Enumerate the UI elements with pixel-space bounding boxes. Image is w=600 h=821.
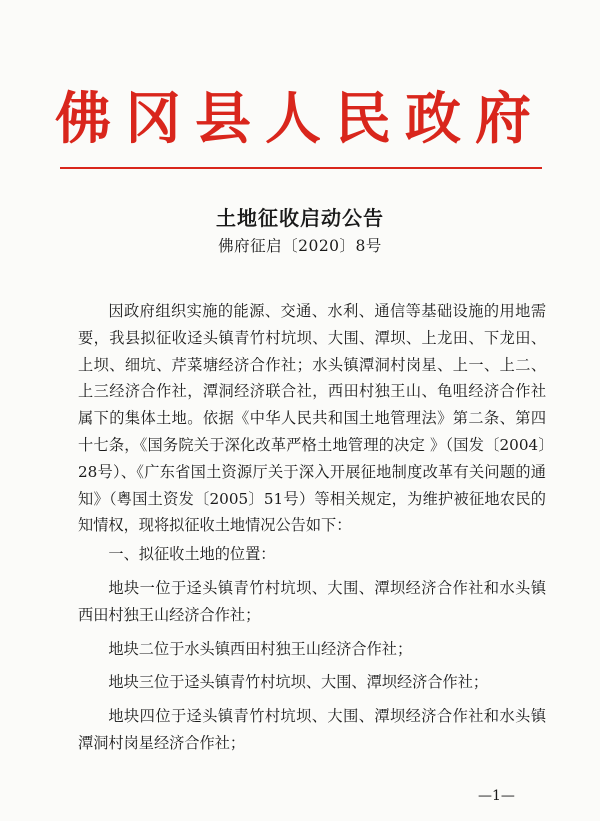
issuing-authority-header: 佛冈县人民政府 [55,86,545,152]
plot-item: 地块一位于迳头镇青竹村坑坝、大围、潭坝经济合作社和水头镇西田村独王山经济合作社； [78,578,546,624]
document-number: 佛府征启〔2020〕8号 [218,237,382,255]
intro-paragraph: 因政府组织实施的能源、交通、水利、通信等基础设施的用地需要，我县拟征收迳头镇青竹村坑坝、大围、潭坝、上龙田、下龙田、上坝、细坑、芹菜塘经济合作社；水头镇潭洞村岗星、上一、上二、上三经济合作社，潭洞经济联合社，西田村独王山、龟咀经济合作社属下的集体土地。依据《中华人民共和国土地管理法》第二条、第四十七条，《国务院关于深化改革严格土地管理的决定 》（国发〔2004〕28号）、《广东省国土资源厅关于深入开展征地制度改革有关问题的通知》（粤国土资发〔2005〕51号）等相关规定，为维护被征地农民的知情权，现将拟征收土地情况公告如下： [78,302,546,535]
section-heading: 一、拟征收土地的位置： [108,545,276,564]
notice-body [78,298,546,757]
page-number: —1— [478,788,515,804]
header-divider [60,167,542,169]
plot-item: 地块四位于迳头镇青竹村坑坝、大围、潭坝经济合作社和水头镇潭洞村岗星经济合作社； [78,707,546,752]
notice-title: 土地征收启动公告 [216,206,384,230]
plot-item: 地块三位于迳头镇青竹村坑坝、大围、潭坝经济合作社； [108,673,489,692]
plot-item: 地块二位于水头镇西田村独王山经济合作社； [108,639,413,658]
